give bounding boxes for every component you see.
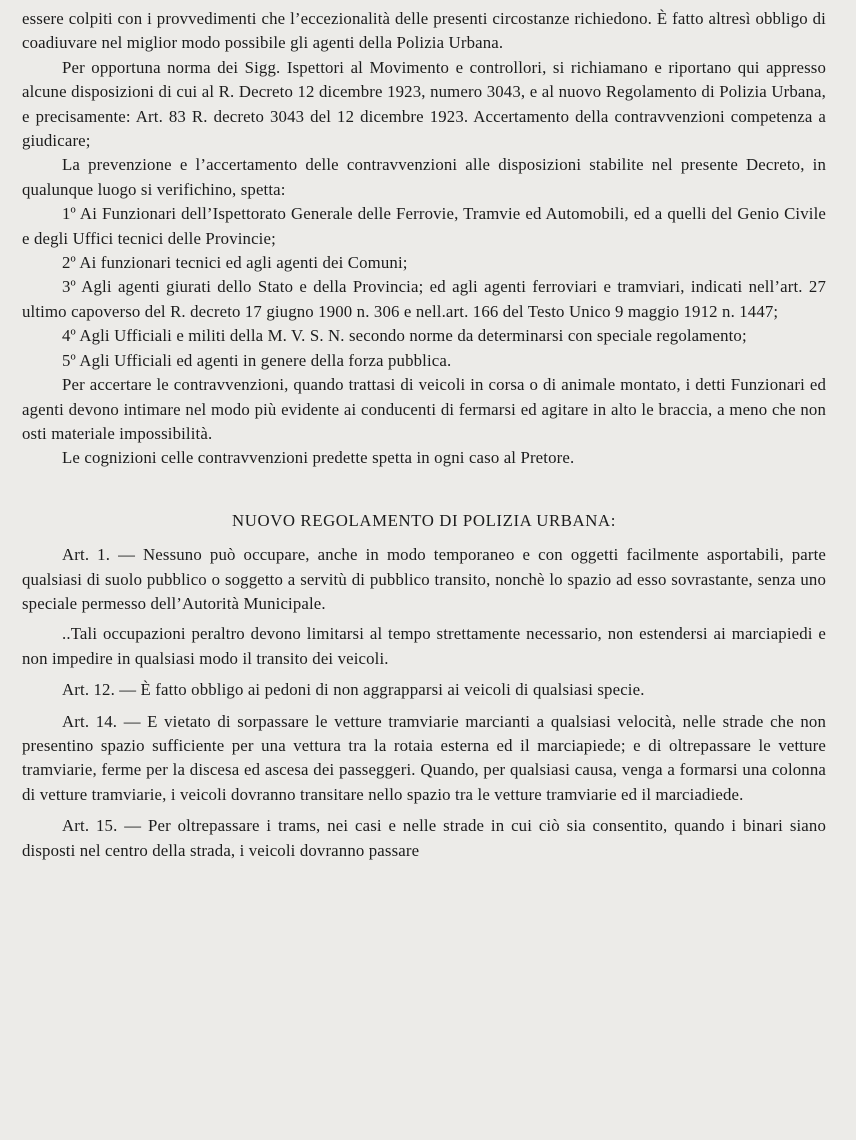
article-1-continuation: ..Tali occupazioni peraltro devono limitarsi al tempo strettamente necessario, non estendersi ai marciapiedi e non impedire in qualsiasi modo il transito dei veicoli. (22, 624, 826, 668)
list-item-4: 4º Agli Ufficiali e militi della M. V. S. N. secondo norme da determinarsi con speciale regolamento; (62, 326, 747, 346)
article-12: Art. 12. — È fatto obbligo ai pedoni di non aggrapparsi ai veicoli di qualsiasi specie. (62, 680, 645, 700)
list-item-1: 1º Ai Funzionari dell’Ispettorato Generale delle Ferrovie, Tramvie ed Automobili, ed a quelli del Genio Civile e degli Uffici tecnici delle Provincie; (22, 204, 826, 248)
article-1: Art. 1. — Nessuno può occupare, anche in modo temporaneo e con oggetti facilmente asportabili, parte qualsiasi di suolo pubblico o soggetto a servitù di pubblico transito, nonchè lo spazio ad esso sovrastante, senza uno speciale permesso dell’Autorità Municipale. (22, 545, 826, 613)
paragraph-prevention: La prevenzione e l’accertamento delle contravvenzioni alle disposizioni stabilite nel presente Decreto, in qualunque luogo si verifichino, spetta: (22, 155, 826, 199)
section-heading: NUOVO REGOLAMENTO DI POLIZIA URBANA: (232, 510, 616, 530)
list-item-3: 3º Agli agenti giurati dello Stato e della Provincia; ed agli agenti ferroviari e tramviari, indicati nell’art. 27 ultimo capoverso del R. decreto 17 giugno 1900 n. 306 e nell.art. 166 del Testo Unico 9 maggio 1912 n. 1447; (22, 277, 826, 321)
list-item-5: 5º Agli Ufficiali ed agenti in genere della forza pubblica. (62, 350, 452, 370)
document-body (22, 7, 826, 863)
paragraph-intro-continuation: essere colpiti con i provvedimenti che l’eccezionalità delle presenti circostanze richiedono. È fatto altresì obbligo di coadiuvare nel miglior modo possibile gli agenti della Polizia Urbana. (22, 9, 826, 53)
list-item-2: 2º Ai funzionari tecnici ed agli agenti dei Comuni; (62, 253, 408, 273)
article-15: Art. 15. — Per oltrepassare i trams, nei casi e nelle strade in cui ciò sia consentito, quando i binari siano disposti nel centro della strada, i veicoli dovranno passare (22, 816, 826, 860)
paragraph-accertamento: Per accertare le contravvenzioni, quando trattasi di veicoli in corsa o di animale montato, i detti Funzionari ed agenti devono intimare nel modo più evidente ai conducenti di fermarsi ed agitare in alto le braccia, a meno che non osti materiale impossibilità. (22, 375, 826, 443)
article-14: Art. 14. — E vietato di sorpassare le vetture tramviarie marcianti a qualsiasi velocità, nelle strade che non presentino spazio sufficiente per una vettura tra la rotaia esterna ed il marciapiede; e di oltrepassare le vetture tramviarie, ferme per la discesa ed ascesa dei passeggeri. Quando, per qualsiasi causa, venga a formarsi una colonna di vetture tramviarie, i veicoli dovranno transitare nello spazio tra le vetture tramviarie ed il marciadiede. (22, 711, 826, 804)
paragraph-reference-note: Per opportuna norma dei Sigg. Ispettori al Movimento e controllori, si richiamano e riportano qui appresso alcune disposizioni di cui al R. Decreto 12 dicembre 1923, numero 3043, e al nuovo Regolamento di Polizia Urbana, e precisamente: Art. 83 R. decreto 3043 del 12 dicembre 1923. Accertamento della contravvenzioni competenza a giudicare; (22, 57, 826, 151)
paragraph-cognizioni: Le cognizioni celle contravvenzioni predette spetta in ogni caso al Pretore. (62, 448, 575, 468)
